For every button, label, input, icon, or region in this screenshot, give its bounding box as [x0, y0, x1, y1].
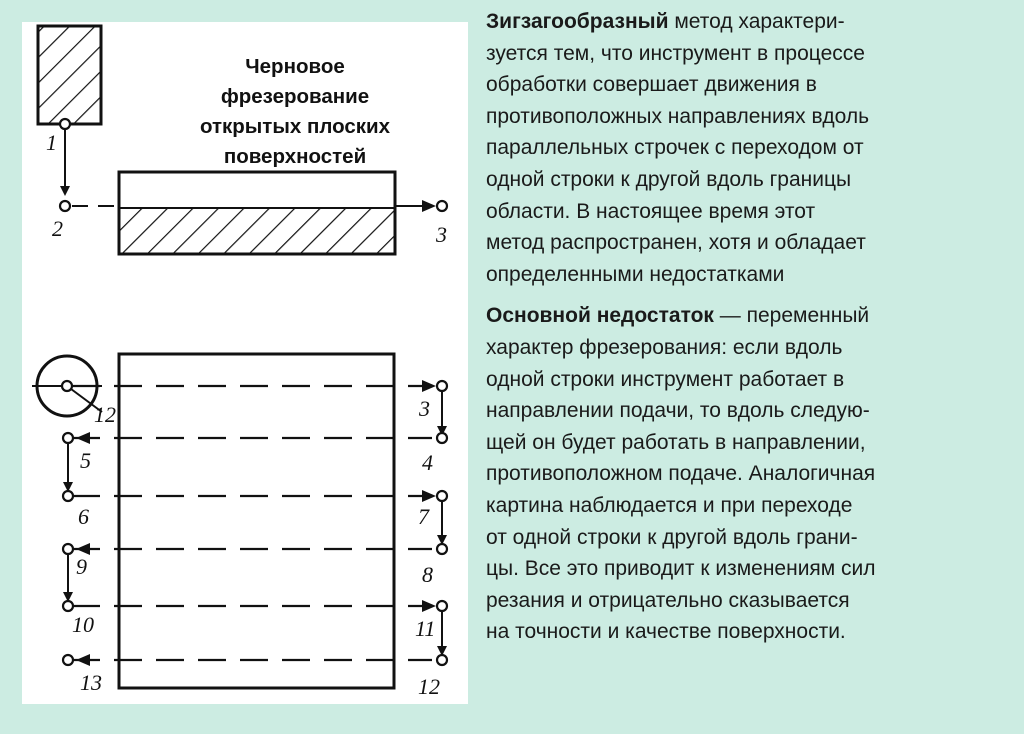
paragraph-1 — [486, 6, 1016, 290]
label-top-3: 3 — [436, 222, 447, 247]
para1-line: зуется тем, что инструмент в процессе — [486, 41, 865, 65]
label-8: 8 — [422, 562, 433, 587]
label-4: 4 — [422, 450, 433, 475]
label-top-1: 1 — [46, 130, 57, 155]
para2-line: щей он будет работать в направлении, — [486, 430, 866, 454]
para1-line: одной строки к другой вдоль границы — [486, 167, 852, 191]
para2-line: направлении подачи, то вдоль следую- — [486, 399, 870, 423]
para2-line: противоположном подаче. Аналогичная — [486, 462, 876, 486]
label-10: 10 — [72, 612, 94, 637]
para2-bold: Основной недостаток — [486, 304, 714, 328]
para1-line: области. В настоящее время этот — [486, 199, 816, 223]
text-block — [486, 6, 1016, 648]
label-12: 12 — [418, 674, 440, 699]
para2-line: характер фрезерования: если вдоль — [486, 335, 843, 359]
paragraph-2 — [486, 300, 1016, 648]
para1-line: метод распространен, хотя и обладает — [486, 231, 866, 255]
label-12-circle: 12 — [94, 402, 116, 427]
para1-line: противоположных направлениях вдоль — [486, 104, 870, 128]
para1-line: метод характери- — [668, 10, 845, 33]
para2-line: — переменный — [713, 304, 870, 328]
para2-line: картина наблюдается и при переходе — [486, 493, 853, 517]
figure-title — [174, 52, 416, 172]
para1-line: обработки совершает движения в — [486, 73, 817, 97]
label-7: 7 — [418, 504, 429, 529]
milling-diagram — [22, 22, 468, 704]
label-5: 5 — [80, 448, 91, 473]
label-13: 13 — [80, 670, 102, 695]
label-3: 3 — [419, 396, 430, 421]
figure-title-line: поверхностей — [223, 145, 367, 168]
para1-line: определенными недостатками — [486, 262, 785, 286]
para2-line: на точности и качестве поверхности. — [486, 620, 846, 644]
para2-line: одной строки инструмент работает в — [486, 367, 845, 391]
label-9: 9 — [76, 554, 87, 579]
para2-line: цы. Все это приводит к изменениям сил — [486, 557, 876, 581]
bottom-workpiece — [119, 354, 394, 688]
label-6: 6 — [78, 504, 89, 529]
figure-title-line: открытых плоских — [199, 115, 391, 138]
para1-bold: Зигзагообразный — [486, 10, 669, 33]
para2-line: от одной строки к другой вдоль грани- — [486, 525, 858, 549]
para1-line: параллельных строчек с переходом от — [486, 136, 864, 160]
cutter-holder — [38, 26, 101, 124]
figure-title-line: фрезерование — [220, 85, 370, 108]
figure-title-line: Черновое — [245, 55, 345, 78]
label-top-2: 2 — [52, 216, 63, 241]
para2-line: резания и отрицательно сказывается — [486, 588, 850, 612]
label-11: 11 — [415, 616, 436, 641]
